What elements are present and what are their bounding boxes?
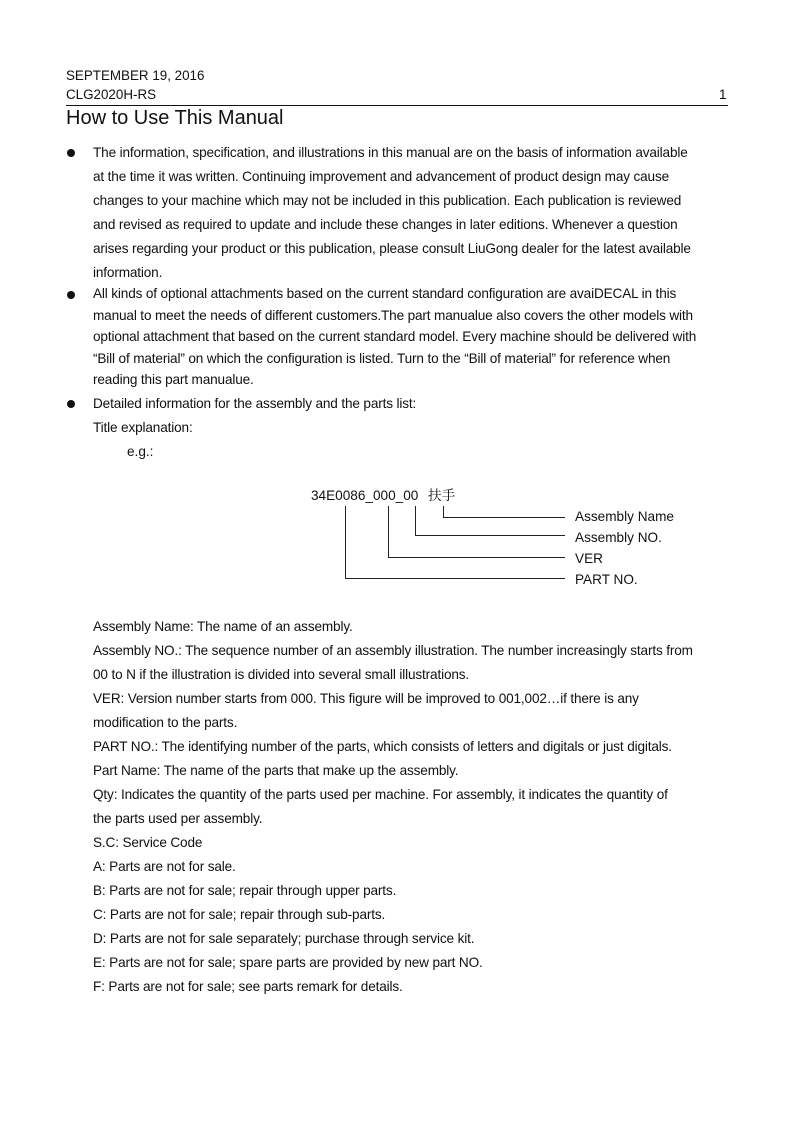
service-code-c: C: Parts are not for sale; repair through sub-parts.	[93, 907, 386, 922]
paragraph-info	[93, 141, 733, 285]
text-line: reading this part manualue.	[93, 372, 254, 387]
label-part-no: PART NO.	[575, 572, 638, 587]
definition-line: the parts used per assembly.	[93, 811, 263, 826]
definitions-list	[93, 615, 733, 999]
leader-assembly-no	[416, 506, 566, 536]
service-code-f: F: Parts are not for sale; see parts remark for details.	[93, 979, 403, 994]
text-line: “Bill of material” on which the configuration is listed. Turn to the “Bill of material” for reference when	[93, 350, 671, 366]
text-line: Detailed information for the assembly and the parts list:	[93, 396, 417, 411]
paragraph-attachments	[93, 283, 733, 391]
leader-part-no	[346, 506, 566, 579]
label-ver: VER	[575, 551, 603, 566]
diagram-name-cn: 扶手	[428, 488, 456, 503]
definition-line: Qty: Indicates the quantity of the parts used per machine. For assembly, it indicates the quantity of	[93, 787, 668, 802]
text-line: manual to meet the needs of different customers.The part manualue also covers the other models with	[93, 307, 693, 323]
service-code-d: D: Parts are not for sale separately; purchase through service kit.	[93, 931, 475, 946]
bullet-dot-icon	[67, 149, 75, 157]
definition-line: 00 to N if the illustration is divided into several small illustrations.	[93, 667, 470, 682]
label-assembly-no: Assembly NO.	[575, 530, 662, 545]
text-line: arises regarding your product or this publication, please consult LiuGong dealer for the latest available	[93, 241, 691, 256]
text-line: Title explanation:	[93, 420, 193, 435]
definition-line: modification to the parts.	[93, 715, 238, 730]
text-line: information.	[93, 265, 163, 280]
page-number: 1	[719, 87, 727, 102]
definition-line: Assembly Name: The name of an assembly.	[93, 619, 353, 634]
definition-line: VER: Version number starts from 000. This figure will be improved to 001,002…if there is any	[93, 691, 639, 706]
text-line: All kinds of optional attachments based on the current standard configuration are avaiDECAL in this	[93, 286, 677, 301]
service-code-b: B: Parts are not for sale; repair through upper parts.	[93, 883, 397, 898]
definition-line: S.C: Service Code	[93, 835, 203, 850]
service-code-e: E: Parts are not for sale; spare parts are provided by new part NO.	[93, 955, 483, 970]
text-line: optional attachment that based on the current standard model. Every machine should be delivered with	[93, 329, 697, 344]
header-date: SEPTEMBER 19, 2016	[66, 68, 205, 83]
label-assembly-name: Assembly Name	[575, 509, 674, 524]
text-line: changes to your machine which may not be included in this publication. Each publication is reviewed	[93, 193, 682, 208]
text-line: at the time it was written. Continuing improvement and advancement of product design may cause	[93, 169, 670, 184]
leader-ver	[389, 506, 566, 558]
text-line: The information, specification, and illustrations in this manual are on the basis of information available	[93, 145, 688, 160]
service-code-a: A: Parts are not for sale.	[93, 859, 236, 874]
bullet-dot-icon	[67, 291, 75, 299]
leader-assembly-name	[444, 506, 566, 518]
definition-line: PART NO.: The identifying number of the parts, which consists of letters and digitals or just digitals.	[93, 739, 672, 754]
example-label: e.g.:	[127, 444, 154, 459]
diagram-code: 34E0086_000_00	[311, 488, 419, 503]
definition-line: Assembly NO.: The sequence number of an assembly illustration. The number increasingly starts from	[93, 643, 693, 658]
page-title: How to Use This Manual	[66, 107, 284, 129]
definition-line: Part Name: The name of the parts that make up the assembly.	[93, 763, 459, 778]
bullet-dot-icon	[67, 400, 75, 408]
text-line: and revised as required to update and include these changes in later editions. Whenever a question	[93, 217, 678, 232]
header-model: CLG2020H-RS	[66, 87, 157, 102]
paragraph-detailed	[93, 392, 733, 440]
